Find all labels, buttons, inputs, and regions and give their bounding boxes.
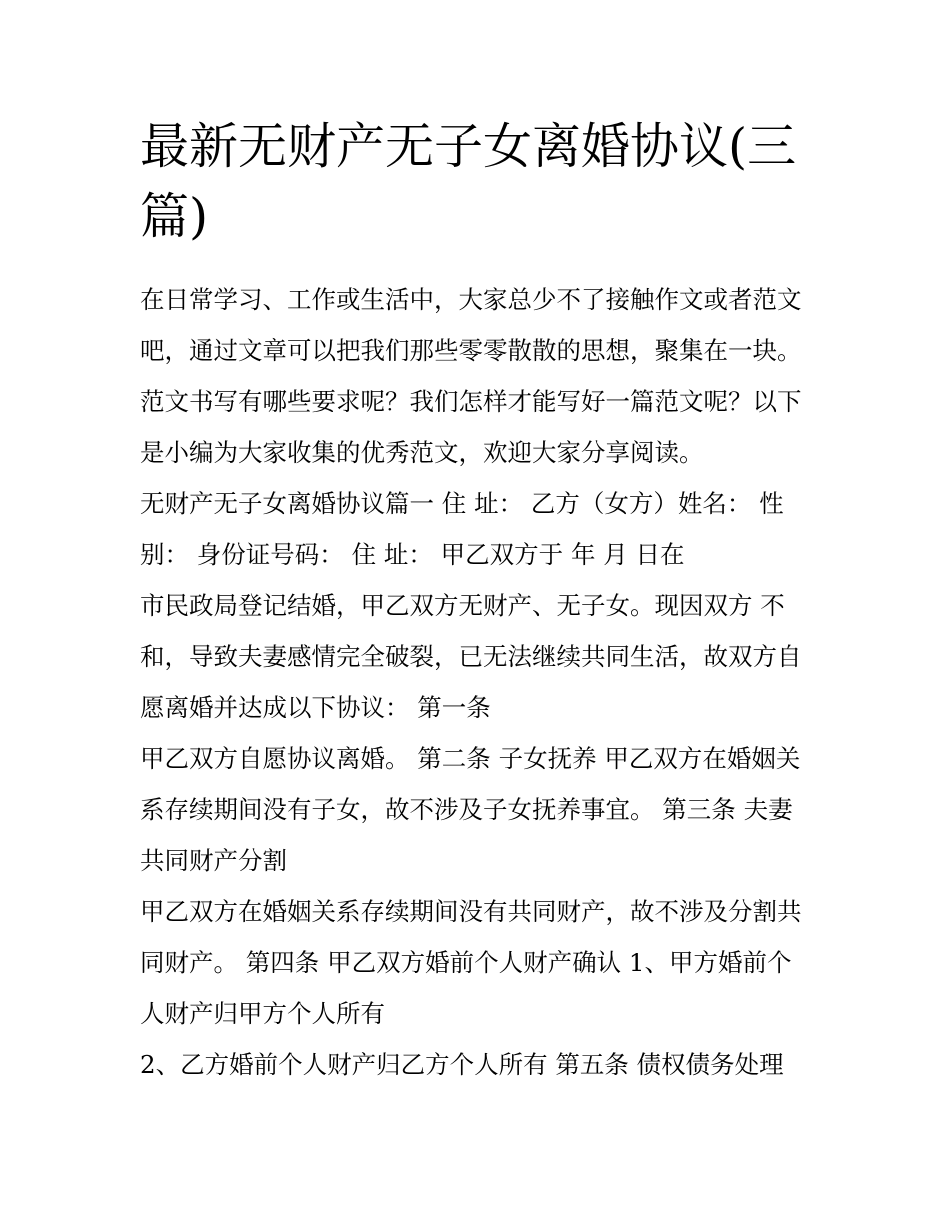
body-line: 共同财产分割 bbox=[140, 846, 287, 875]
body-line: 人财产归甲方个人所有 bbox=[140, 999, 385, 1028]
body-line: 市民政局登记结婚，甲乙双方无财产、无子女。现因双方 不 bbox=[140, 591, 785, 620]
body-line: 甲乙双方在婚姻关系存续期间没有共同财产，故不涉及分割共 bbox=[140, 897, 802, 926]
body-line: 是小编为大家收集的优秀范文，欢迎大家分享阅读。 bbox=[140, 438, 704, 467]
body-line: 系存续期间没有子女，故不涉及子女抚养事宜。 第三条 夫妻 bbox=[140, 795, 793, 824]
body-line: 愿离婚并达成以下协议： 第一条 bbox=[140, 693, 491, 722]
body-line: 吧，通过文章可以把我们那些零零散散的思想，聚集在一块。 bbox=[140, 336, 802, 365]
body-line: 在日常学习、工作或生活中，大家总少不了接触作文或者范文 bbox=[140, 285, 802, 314]
body-line: 同财产。 第四条 甲乙双方婚前个人财产确认 1、甲方婚前个 bbox=[140, 948, 792, 977]
body-line: 范文书写有哪些要求呢？我们怎样才能写好一篇范文呢？以下 bbox=[140, 387, 802, 416]
body-line: 和，导致夫妻感情完全破裂，已无法继续共同生活，故双方自 bbox=[140, 642, 802, 671]
body-line: 别： 身份证号码： 住 址： 甲乙双方于 年 月 日在 bbox=[140, 540, 685, 569]
document-title: 最新无财产无子女离婚协议(三篇) bbox=[140, 118, 797, 245]
body-line: 无财产无子女离婚协议篇一 住 址： 乙方（女方）姓名： 性 bbox=[140, 489, 784, 518]
body-line: 2、乙方婚前个人财产归乙方个人所有 第五条 债权债务处理 bbox=[140, 1050, 784, 1079]
body-line: 甲乙双方自愿协议离婚。 第二条 子女抚养 甲乙双方在婚姻关 bbox=[140, 744, 801, 773]
